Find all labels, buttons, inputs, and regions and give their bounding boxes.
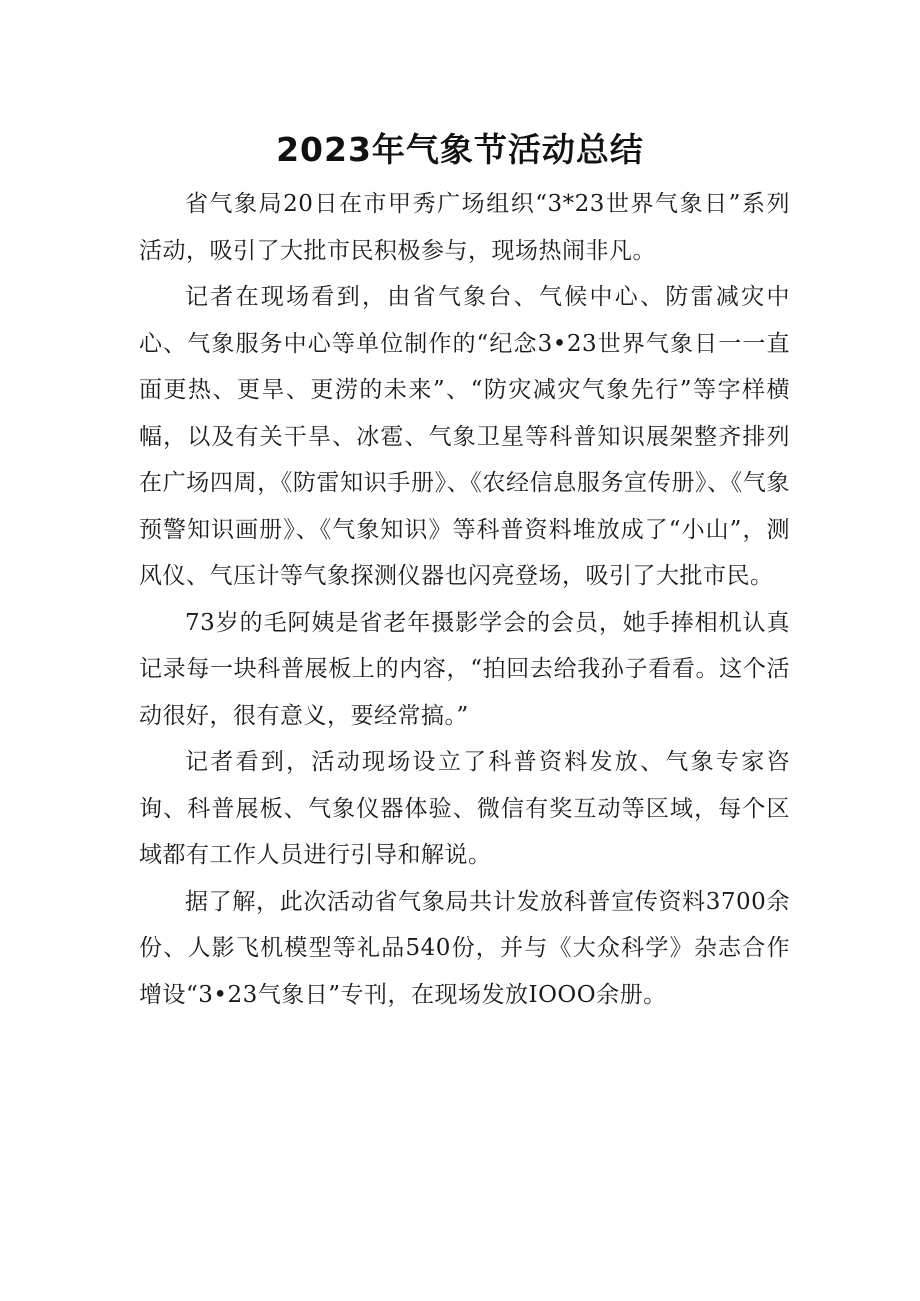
- paragraph-3: 73岁的毛阿姨是省老年摄影学会的会员，她手捧相机认真记录每一块科普展板上的内容，“拍回去给我孙子看看。这个活动很好，很有意义，要经常搞。”: [139, 609, 790, 729]
- document-title: 2023年气象节活动总结: [276, 130, 644, 169]
- paragraph-4: 记者看到，活动现场设立了科普资料发放、气象专家咨询、科普展板、气象仪器体验、微信有奖互动等区域，每个区域都有工作人员进行引导和解说。: [139, 749, 790, 868]
- paragraph-2: 记者在现场看到，由省气象台、气候中心、防雷减灾中心、气象服务中心等单位制作的“纪念3•23世界气象日一一直面更热、更旱、更涝的未来”、“防灾减灾气象先行”等字样横幅，以及有关干旱、冰雹、气象卫星等科普知识展架整齐排列在广场四周，《防雷知识手册》、《农经信息服务宣传册》、《气象预警知识画册》、《气象知识》等科普资料堆放成了“小山”，测风仪、气压计等气象探测仪器也闪亮登场，吸引了大批市民。: [139, 284, 790, 589]
- document-body: [139, 181, 790, 1018]
- paragraph-1: 省气象局20日在市甲秀广场组织“3*23世界气象日”系列活动，吸引了大批市民积极参与，现场热闹非凡。: [139, 191, 790, 264]
- paragraph-5: 据了解，此次活动省气象局共计发放科普宣传资料3700余份、人影飞机模型等礼品540份，并与《大众科学》杂志合作增设“3•23气象日”专刊，在现场发放IOOO余册。: [139, 888, 790, 1008]
